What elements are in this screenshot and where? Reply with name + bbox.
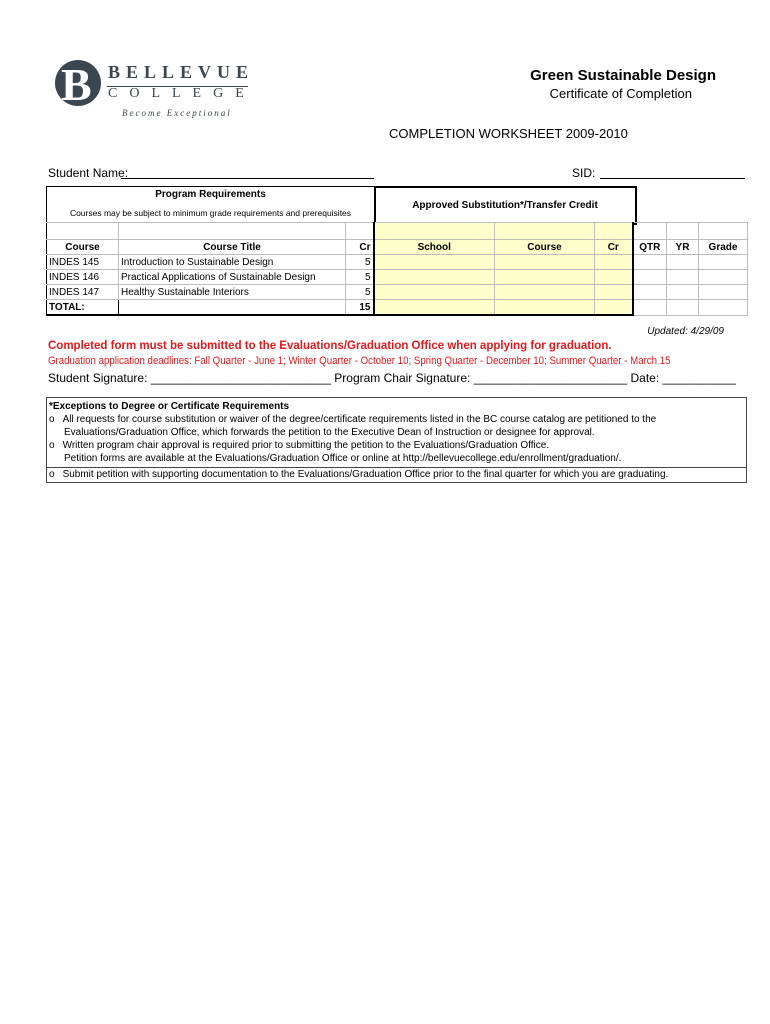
- approved-substitution-box: [375, 186, 637, 225]
- school-cell[interactable]: [374, 255, 495, 270]
- logo-word-college: COLLEGE: [108, 86, 256, 101]
- col-yr: YR: [667, 240, 699, 255]
- sid-field[interactable]: [600, 178, 745, 179]
- row-cr: 5: [346, 285, 374, 300]
- sid-label: SID:: [572, 166, 596, 180]
- col-sub-cr: Cr: [595, 240, 633, 255]
- row-course: INDES 146: [47, 270, 119, 285]
- row-title: Practical Applications of Sustainable Design: [119, 270, 346, 285]
- program-requirements-box: [46, 186, 376, 223]
- grade-cell[interactable]: [699, 285, 748, 300]
- bullet: o: [49, 414, 55, 425]
- yr-cell[interactable]: [667, 270, 699, 285]
- row-course: INDES 147: [47, 285, 119, 300]
- student-name-label: Student Name:: [48, 166, 129, 180]
- row-title: Healthy Sustainable Interiors: [119, 285, 346, 300]
- grade-cell[interactable]: [699, 270, 748, 285]
- program-requirements-heading: Program Requirements: [155, 189, 266, 200]
- grade-requirements-note: Courses may be subject to minimum grade requirements and prerequisites: [69, 208, 352, 218]
- col-school: School: [374, 240, 495, 255]
- col-cr: Cr: [346, 240, 374, 255]
- requirements-table: [46, 222, 747, 324]
- submit-notice: Completed form must be submitted to the Evaluations/Graduation Office when applying for graduation.: [48, 340, 612, 352]
- logo-word-bellevue: BELLEVUE: [108, 62, 255, 82]
- sub-cr-cell[interactable]: [595, 270, 633, 285]
- row-cr: 5: [346, 270, 374, 285]
- school-cell[interactable]: [374, 285, 495, 300]
- row-cr: 5: [346, 255, 374, 270]
- college-logo-mark: B: [55, 60, 101, 106]
- table-row: [47, 255, 748, 270]
- certificate-subtitle: Certificate of Completion: [549, 86, 692, 101]
- school-cell[interactable]: [374, 270, 495, 285]
- qtr-cell[interactable]: [633, 270, 667, 285]
- table-total-row: [47, 300, 748, 316]
- sub-course-cell[interactable]: [495, 255, 595, 270]
- table-row: [47, 270, 748, 285]
- logo-tagline: Become Exceptional: [122, 108, 232, 118]
- col-course: Course: [47, 240, 119, 255]
- table-row: [47, 285, 748, 300]
- yr-cell[interactable]: [667, 285, 699, 300]
- yr-cell[interactable]: [667, 255, 699, 270]
- sub-course-cell[interactable]: [495, 270, 595, 285]
- qtr-cell[interactable]: [633, 255, 667, 270]
- table-header-row: [47, 240, 748, 255]
- exception-item: Evaluations/Graduation Office, which forwards the petition to the Executive Dean of Instruction or designee for approval.: [64, 427, 595, 438]
- col-course-title: Course Title: [119, 240, 346, 255]
- exception-item: Submit petition with supporting documentation to the Evaluations/Graduation Office prior to the final quarter for which you are graduating.: [62, 469, 669, 480]
- qtr-cell[interactable]: [633, 285, 667, 300]
- exception-item: All requests for course substitution or waiver of the degree/certificate requirements listed in the BC course catalog are petitioned to the: [62, 414, 657, 425]
- grade-cell[interactable]: [699, 255, 748, 270]
- exception-item: Written program chair approval is required prior to submitting the petition to the Evaluations/Graduation Office.: [62, 440, 550, 451]
- col-sub-course: Course: [495, 240, 595, 255]
- total-label: TOTAL:: [47, 300, 119, 316]
- worksheet-title: COMPLETION WORKSHEET 2009-2010: [389, 126, 628, 141]
- signature-line[interactable]: Student Signature: ___________________________ Program Chair Signature: _______________________ Date: ___________: [48, 371, 736, 385]
- total-value: 15: [346, 300, 374, 316]
- program-title: Green Sustainable Design: [530, 67, 716, 84]
- col-grade: Grade: [699, 240, 748, 255]
- table-spacer-row: [47, 223, 748, 240]
- exceptions-box: [46, 397, 747, 483]
- approved-substitution-heading: Approved Substitution*/Transfer Credit: [412, 200, 598, 211]
- sub-cr-cell[interactable]: [595, 285, 633, 300]
- row-course: INDES 145: [47, 255, 119, 270]
- updated-date: Updated: 4/29/09: [647, 326, 724, 337]
- sub-course-cell[interactable]: [495, 285, 595, 300]
- exception-item: Petition forms are available at the Evaluations/Graduation Office or online at http://bellevuecollege.edu/enrollment/graduation/.: [64, 453, 622, 464]
- col-qtr: QTR: [633, 240, 667, 255]
- deadlines-notice: Graduation application deadlines: Fall Quarter - June 1; Winter Quarter - October 10; Spring Quarter - December 10; Summer Quarter - March 15: [48, 355, 671, 367]
- bullet: o: [49, 440, 55, 451]
- bullet: o: [49, 469, 55, 480]
- exceptions-title: *Exceptions to Degree or Certificate Requirements: [49, 401, 290, 412]
- row-title: Introduction to Sustainable Design: [119, 255, 346, 270]
- student-name-field[interactable]: [121, 178, 374, 179]
- sub-cr-cell[interactable]: [595, 255, 633, 270]
